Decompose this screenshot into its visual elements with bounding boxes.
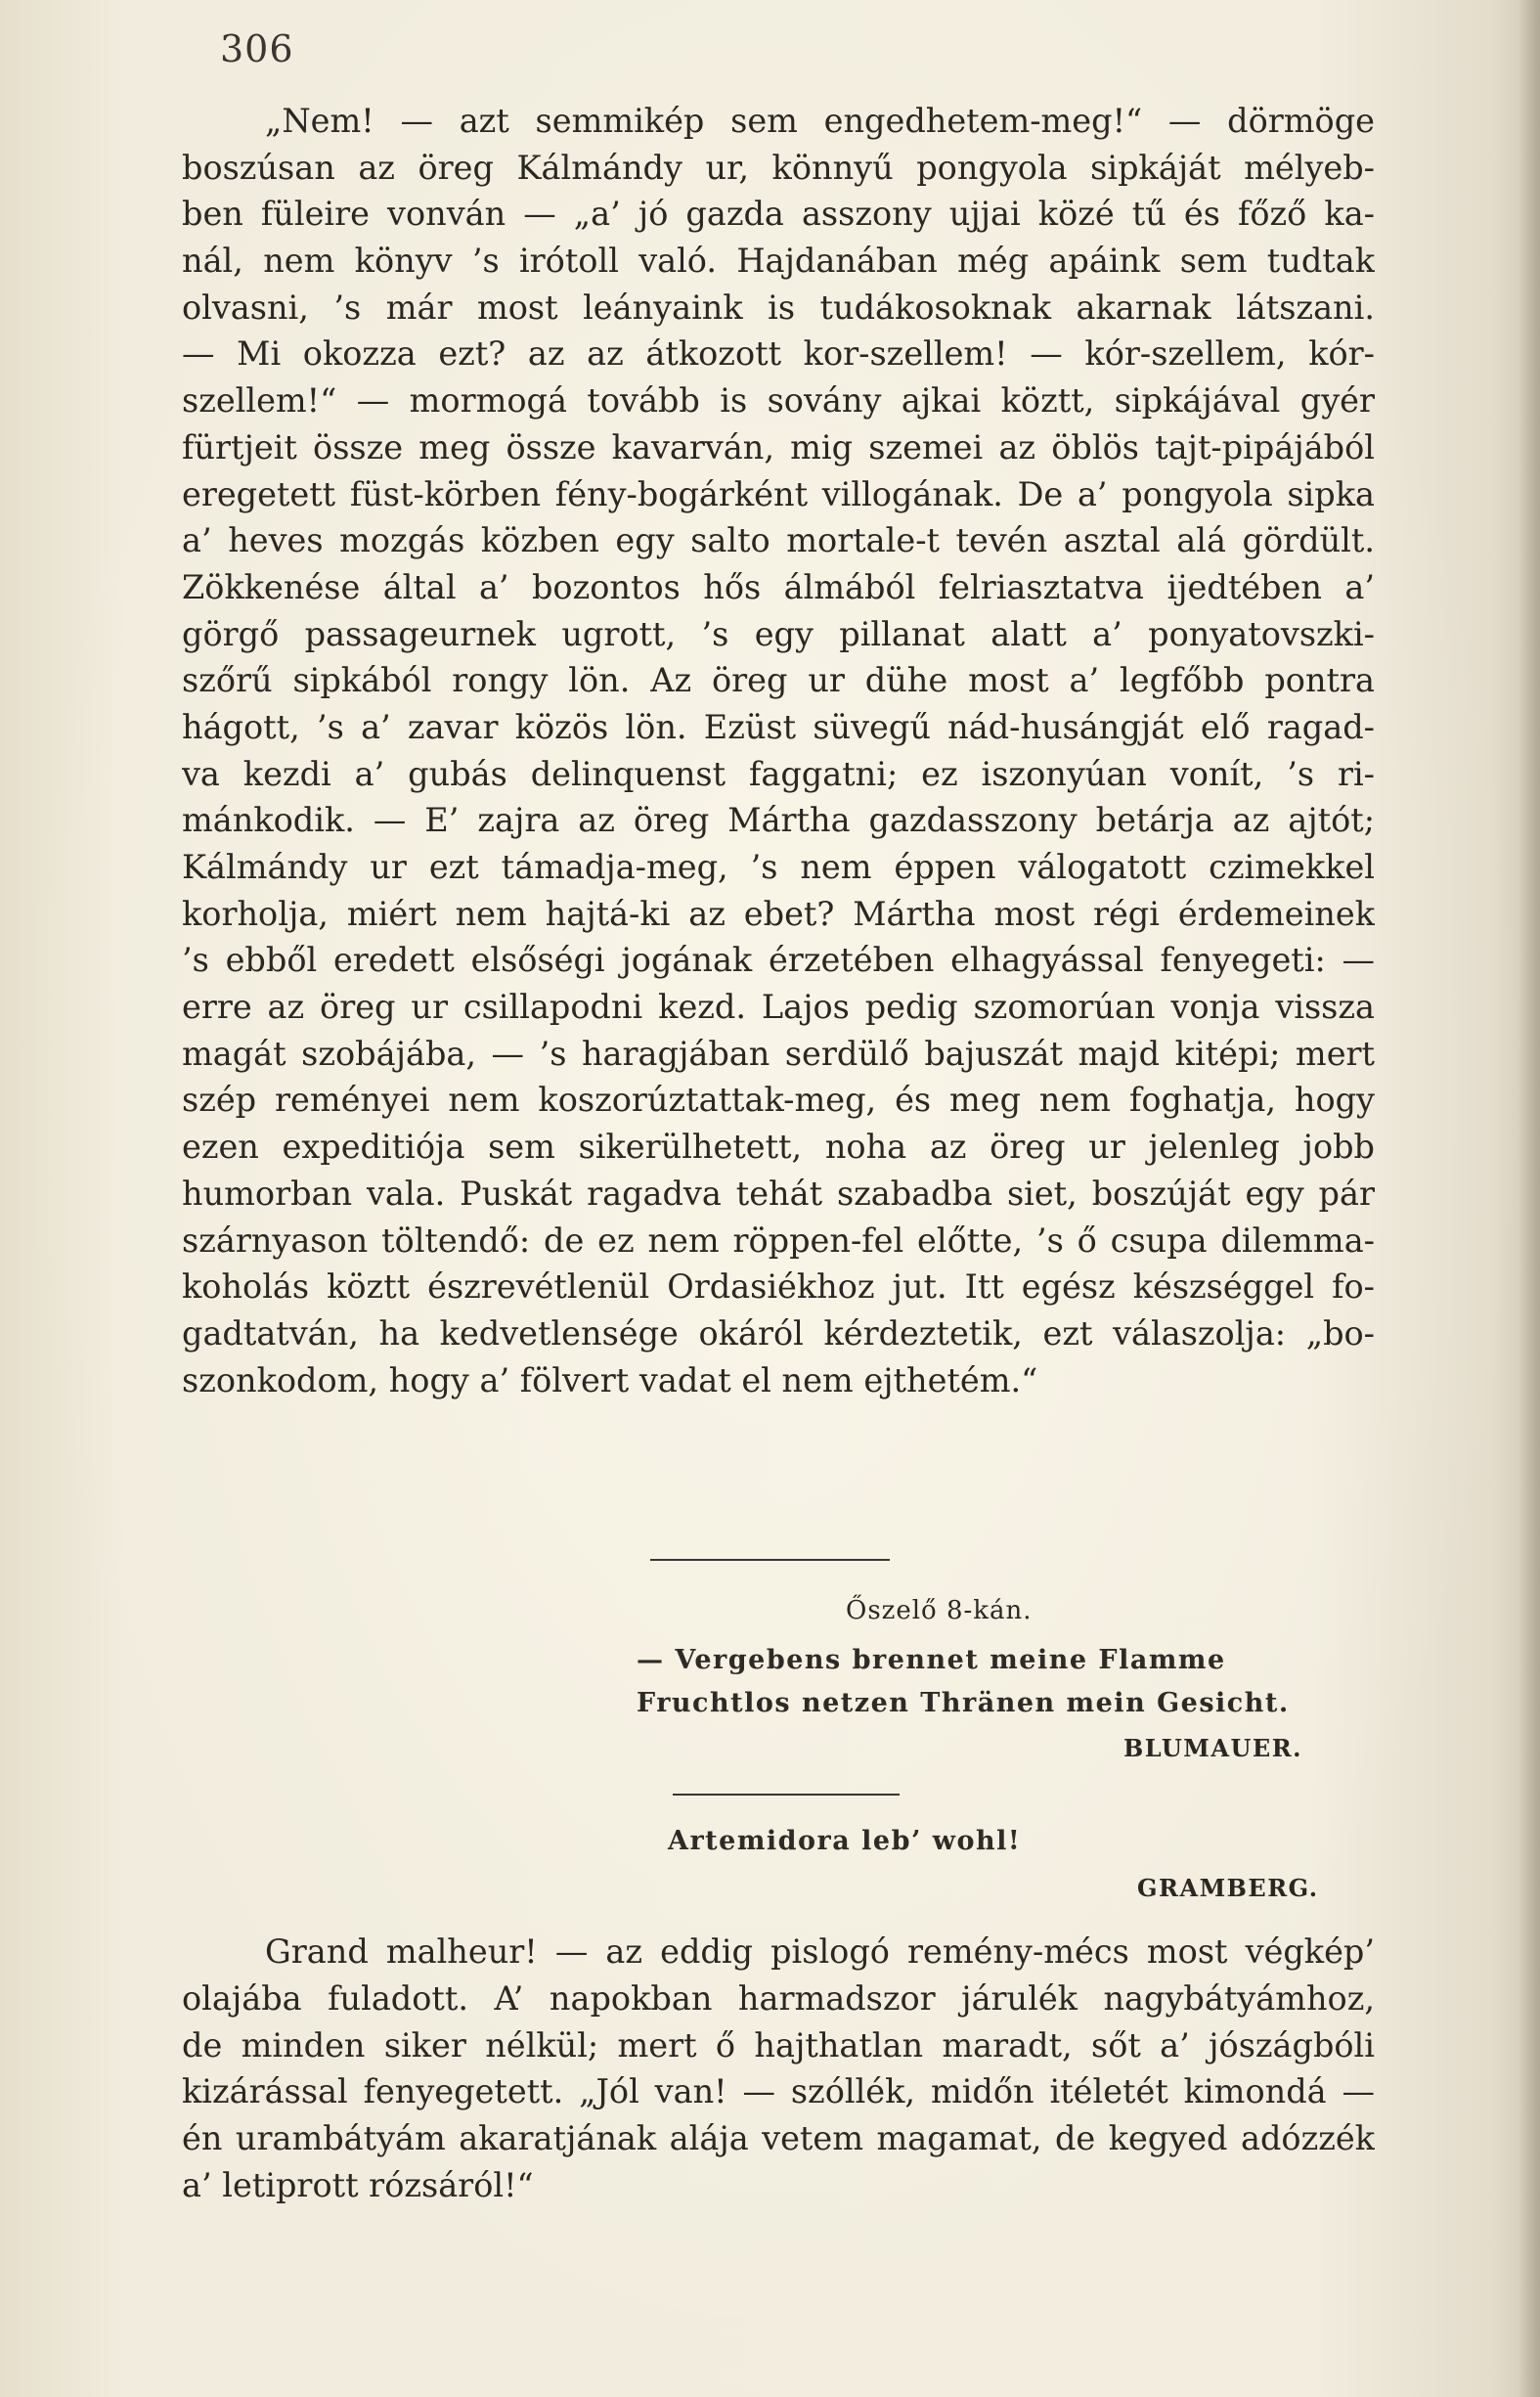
paragraph-kalmandy (182, 98, 1375, 1403)
text-line: olvasni, ’s már most leányaink is tudákosoknak akarnak látszani. (182, 288, 1375, 327)
text-line: szellem!“ — mormogá tovább is sovány ajkai köztt, sipkájával gyér (182, 381, 1375, 421)
text-line: ben füleire vonván — „a’ jó gazda asszony ujjai közé tű és főző ka- (182, 195, 1375, 234)
text-line: koholás köztt észrevétlenül Ordasiékhoz jut. Itt egész készséggel fo- (182, 1267, 1375, 1307)
text-line: Zökkenése által a’ bozontos hős álmából felriasztatva ijedtében a’ (182, 567, 1375, 606)
epigraph-divider (673, 1794, 900, 1796)
page-number: 306 (220, 27, 294, 70)
text-line: humorban vala. Puskát ragadva tehát szabadba siet, boszúját egy pár (182, 1174, 1375, 1213)
text-line: szonkodom, hogy a’ fölvert vadat el nem ejthetém.“ (182, 1360, 1038, 1399)
text-line: — Mi okozza ezt? az az átkozott kor-szellem! — kór-szellem, kór- (182, 334, 1375, 374)
text-line: boszúsan az öreg Kálmándy ur, könnyű pongyola sipkáját mélyeb- (182, 148, 1375, 187)
text-line: szőrű sipkából rongy lön. Az öreg ur dühe most a’ legfőbb pontra (182, 661, 1375, 700)
text-line: ezen expeditiója sem sikerülhetett, noha az öreg ur jelenleg jobb (182, 1128, 1375, 1167)
text-line: nál, nem könyv ’s irótoll való. Hajdanában még apáink sem tudtak (182, 242, 1375, 281)
paragraph-grand-malheur (182, 1929, 1375, 2209)
text-line: eregetett füst-körben fény-bogárként villogának. De a’ pongyola sipka (182, 474, 1375, 513)
text-line: Grand malheur! — az eddig pislogó remény-mécs most végkép’ (265, 1932, 1375, 1971)
text-line: ’s ebből eredett elsőségi jogának érzetében elhagyással fenyegeti: — (182, 941, 1375, 980)
text-line: korholja, miért nem hajtá-ki az ebet? Mártha most régi érdemeinek (182, 894, 1375, 933)
page-gutter-shadow (1518, 0, 1540, 2397)
text-line: szép reményei nem koszorúztattak-meg, és meg nem foghatja, hogy (182, 1081, 1375, 1120)
text-line: a’ heves mozgás közben egy salto mortale-t tevén asztal alá gördült. (182, 521, 1375, 560)
text-line: Kálmándy ur ezt támadja-meg, ’s nem éppen válogatott czimekkel (182, 848, 1375, 886)
text-line: olajába fuladott. A’ napokban harmadszor járulék nagybátyámhoz, (182, 1978, 1375, 2018)
text-line: „Nem! — azt semmikép sem engedhetem-meg!“ — dörmöge (265, 102, 1375, 140)
text-line: a’ letiprott rózsáról!“ (182, 2165, 534, 2204)
text-line: erre az öreg ur csillapodni kezd. Lajos pedig szomorúan vonja vissza (182, 988, 1375, 1027)
text-line: fürtjeit össze meg össze kavarván, mig szemei az öblös tajt-pipájából (182, 427, 1375, 466)
text-line: va kezdi a’ gubás delinquenst faggatni; ez iszonyúan vonít, ’s ri- (182, 754, 1375, 793)
text-line: mánkodik. — E’ zajra az öreg Mártha gazdasszony betárja az ajtót; (182, 801, 1375, 840)
text-line: de minden siker nélkül; mert ő hajthatlan maradt, sőt a’ jószágbóli (182, 2025, 1375, 2064)
text-line: magát szobájába, — ’s haragjában serdülő bajuszát majd kitépi; mert (182, 1034, 1375, 1073)
text-line: kizárással fenyegetett. „Jól van! — szóllék, midőn itéletét kimondá — (182, 2072, 1375, 2111)
epigraph-author: GRAMBERG. (1137, 1874, 1319, 1902)
epigraph-author: BLUMAUER. (1123, 1734, 1302, 1762)
epigraph-line: Artemidora leb’ wohl! (668, 1826, 1022, 1856)
text-line: én urambátyám akaratjának alája vetem magamat, de kegyed adózzék (182, 2119, 1375, 2158)
section-divider (650, 1559, 890, 1561)
diary-date: Őszelő 8-kán. (846, 1596, 1033, 1625)
text-line: görgő passageurnek ugrott, ’s egy pillanat alatt a’ ponyatovszki- (182, 614, 1375, 653)
text-line: hágott, ’s a’ zavar közös lön. Ezüst süvegű nád-husángját elő ragad- (182, 707, 1375, 746)
epigraph-line: Fruchtlos netzen Thränen mein Gesicht. (637, 1688, 1290, 1718)
epigraph-line: — Vergebens brennet meine Flamme (637, 1645, 1226, 1675)
text-line: gadtatván, ha kedvetlensége okáról kérdeztetik, ezt válaszolja: „bo- (182, 1313, 1375, 1353)
text-line: szárnyason töltendő: de ez nem röppen-fel előtte, ’s ő csupa dilemma- (182, 1221, 1375, 1260)
